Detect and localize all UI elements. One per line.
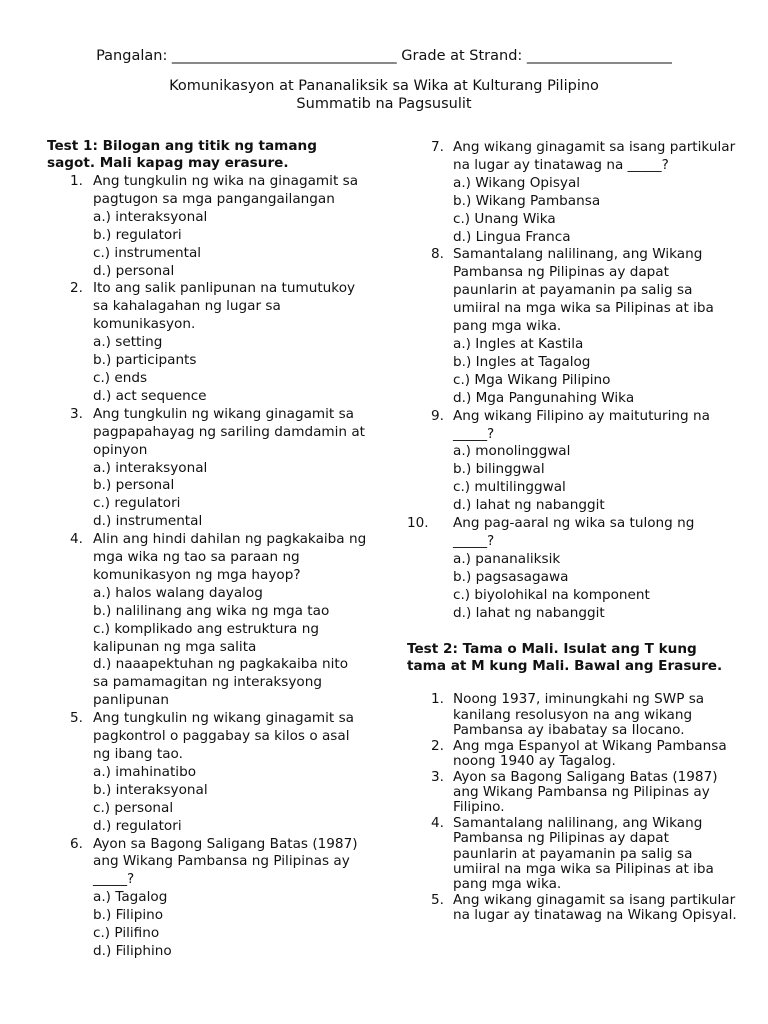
question-text: Ang tungkulin ng wikang ginagamit sa pagpapahayag ng sariling damdamin at opinyon	[93, 405, 366, 458]
question-text: Ayon sa Bagong Saligang Batas (1987) ang Wikang Pambansa ng Pilipinas ay _____?	[93, 835, 358, 888]
answer-option: a.) setting	[93, 334, 163, 351]
question-text: Ang wikang ginagamit sa isang partikular na lugar ay tinatawag na _____?	[453, 139, 736, 173]
question-item	[47, 836, 367, 961]
true-false-item	[407, 692, 737, 738]
answer-option: b.) Ingles at Tagalog	[453, 353, 591, 370]
test2-item-list	[407, 692, 737, 923]
question-number: 8.	[431, 246, 444, 263]
question-item	[407, 408, 737, 515]
answer-option: a.) monolinggwal	[453, 443, 571, 460]
item-number: 2.	[431, 737, 444, 754]
test1-question-list-left	[47, 173, 367, 961]
question-item	[407, 515, 737, 622]
question-text: Ito ang salik panlipunan na tumutukoy sa kahalagahan ng lugar sa komunikasyon.	[93, 280, 356, 333]
item-text: Samantalang nalilinang, ang Wikang Pambansa ng Pilipinas ay dapat paunlarin at payamanin pa salig sa umiiral na mga wika sa Pilipinas at iba pang mga wika.	[453, 814, 714, 893]
answer-option: b.) pagsasagawa	[453, 568, 569, 585]
answer-option: a.) Tagalog	[93, 889, 168, 906]
answer-option: d.) naaapektuhan ng pagkakaiba nito sa pamamagitan ng interaksyong panlipunan	[93, 656, 349, 709]
question-number: 7.	[431, 139, 444, 155]
question-text: Ang tungkulin ng wika na ginagamit sa pagtugon sa mga pangangailangan	[93, 173, 359, 207]
answer-option: a.) interaksyonal	[93, 208, 208, 225]
question-number: 3.	[70, 405, 83, 422]
answer-option: b.) Filipino	[93, 907, 164, 924]
question-number: 9.	[431, 407, 444, 424]
true-false-item	[407, 893, 737, 924]
question-item	[47, 280, 367, 405]
test1-question-list-right	[407, 139, 737, 622]
item-number: 3.	[431, 768, 444, 785]
question-number: 10.	[407, 515, 429, 532]
question-number: 2.	[70, 280, 83, 297]
answer-option: a.) Wikang Opisyal	[453, 174, 581, 191]
question-item	[407, 246, 737, 407]
answer-option: c.) Mga Wikang Pilipino	[453, 371, 611, 388]
question-text: Ang tungkulin ng wikang ginagamit sa pagkontrol o paggabay sa kilos o asal ng ibang tao.	[93, 710, 354, 762]
answer-option: b.) personal	[93, 477, 175, 494]
answer-option: c.) Unang Wika	[453, 210, 556, 227]
answer-option: a.) imahinatibo	[93, 763, 197, 780]
question-item	[47, 173, 367, 280]
true-false-item	[407, 816, 737, 893]
answer-option: d.) Mga Pangunahing Wika	[453, 389, 635, 406]
question-number: 5.	[70, 710, 83, 727]
question-number: 6.	[70, 835, 83, 852]
question-item	[47, 710, 367, 835]
answer-option: b.) regulatori	[93, 226, 182, 243]
answer-option: a.) interaksyonal	[93, 459, 208, 476]
answer-option: d.) lahat ng nabanggit	[453, 497, 605, 514]
answer-option: a.) Ingles at Kastila	[453, 335, 584, 352]
item-number: 4.	[431, 814, 444, 831]
answer-option: d.) lahat ng nabanggit	[453, 604, 605, 621]
document-title: Komunikasyon at Pananaliksik sa Wika at Kulturang Pilipino	[169, 78, 599, 94]
question-item	[407, 139, 737, 246]
answer-option: c.) personal	[93, 799, 174, 816]
answer-option: d.) act sequence	[93, 387, 207, 404]
answer-option: d.) Lingua Franca	[453, 228, 571, 245]
document-subtitle: Summatib na Pagsusulit	[296, 96, 472, 112]
answer-option: b.) nalilinang ang wika ng mga tao	[93, 602, 330, 619]
question-text: Ang pag-aaral ng wika sa tulong ng _____?	[453, 515, 695, 549]
answer-option: b.) interaksyonal	[93, 781, 208, 798]
answer-option: b.) participants	[93, 352, 197, 369]
question-item	[47, 531, 367, 710]
item-text: Noong 1937, iminungkahi ng SWP sa kanilang resolusyon na ang wikang Pambansa ay ibabatay sa Ilocano.	[453, 691, 705, 739]
question-text: Ang wikang Filipino ay maituturing na _____?	[453, 407, 710, 442]
answer-option: a.) halos walang dayalog	[93, 584, 263, 601]
answer-option: d.) instrumental	[93, 513, 203, 530]
item-number: 1.	[431, 691, 444, 708]
item-number: 5.	[431, 891, 444, 908]
question-text: Alin ang hindi dahilan ng pagkakaiba ng mga wika ng tao sa paraan ng komunikasyon ng mga hayop?	[93, 531, 367, 583]
question-number: 4.	[70, 531, 83, 548]
answer-option: c.) instrumental	[93, 244, 202, 261]
item-text: Ayon sa Bagong Saligang Batas (1987) ang Wikang Pambansa ng Pilipinas ay Filipino.	[453, 768, 718, 816]
answer-option: c.) regulatori	[93, 495, 181, 512]
question-text: Samantalang nalilinang, ang Wikang Pambansa ng Pilipinas ay dapat paunlarin at payamanin pa salig sa umiiral na mga wika sa Pilipinas at iba pang mga wika.	[453, 246, 714, 335]
question-number: 1.	[70, 173, 83, 189]
left-column	[47, 138, 367, 961]
true-false-item	[407, 770, 737, 816]
name-grade-line: Pangalan: _______________________________ Grade at Strand: ____________________	[96, 48, 672, 64]
answer-option: c.) Pilifino	[93, 925, 160, 942]
answer-option: b.) bilinggwal	[453, 461, 545, 478]
question-item	[47, 406, 367, 531]
answer-option: c.) komplikado ang estruktura ng kalipunan ng mga salita	[93, 620, 319, 655]
answer-option: d.) Filiphino	[93, 942, 172, 959]
answer-option: c.) biyolohikal na komponent	[453, 586, 650, 603]
answer-option: d.) regulatori	[93, 817, 182, 834]
test2-instruction: Test 2: Tama o Mali. Isulat ang T kung tama at M kung Mali. Bawal ang Erasure.	[407, 641, 723, 675]
answer-option: a.) pananaliksik	[453, 550, 561, 567]
test1-instruction: Test 1: Bilogan ang titik ng tamang sagot. Mali kapag may erasure.	[47, 138, 317, 171]
answer-option: d.) personal	[93, 262, 175, 279]
right-column	[407, 138, 737, 924]
true-false-item	[407, 739, 737, 770]
item-text: Ang mga Espanyol at Wikang Pambansa noong 1940 ay Tagalog.	[453, 737, 727, 770]
answer-option: c.) multilinggwal	[453, 479, 566, 496]
answer-option: b.) Wikang Pambansa	[453, 192, 601, 209]
item-text: Ang wikang ginagamit sa isang partikular na lugar ay tinatawag na Wikang Opisyal.	[453, 891, 737, 924]
answer-option: c.) ends	[93, 369, 148, 386]
